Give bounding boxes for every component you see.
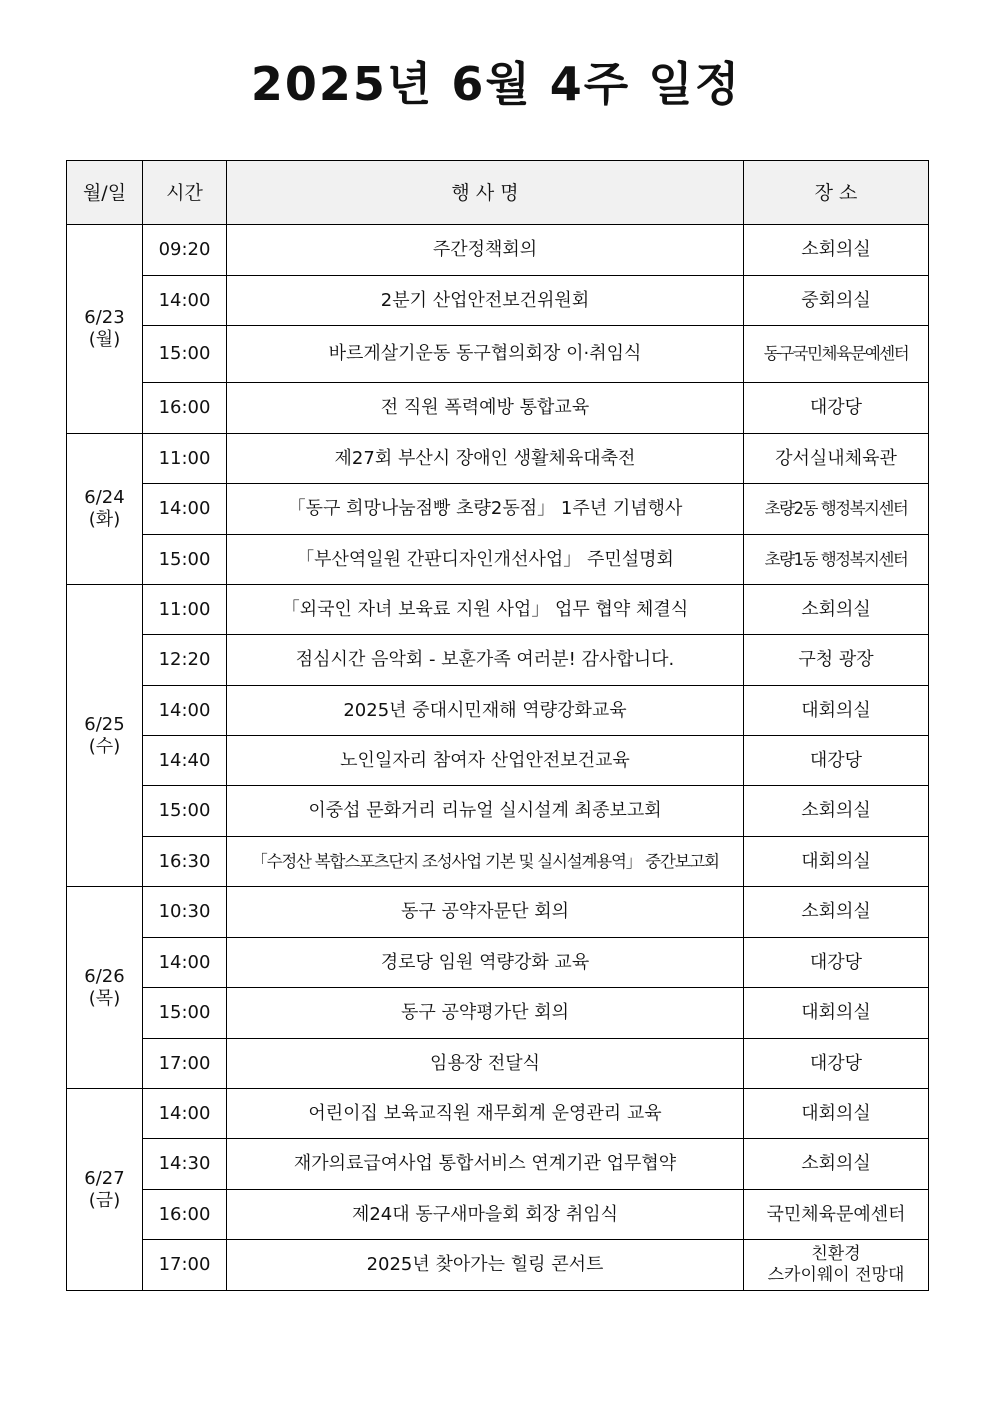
- place-cell: 소회의실: [744, 225, 929, 276]
- page-title: 2025년 6월 4주 일정: [250, 57, 742, 111]
- time-cell: 14:30: [143, 1139, 227, 1190]
- time-cell: 14:00: [143, 484, 227, 535]
- event-cell: 제27회 부산시 장애인 생활체육대축전: [227, 434, 744, 484]
- place-cell: 강서실내체육관: [744, 434, 929, 484]
- place-cell: 초량2동 행정복지센터: [744, 484, 929, 535]
- event-cell: 주간정책회의: [227, 225, 744, 276]
- table-row: [67, 786, 929, 837]
- event-cell: 바르게살기운동 동구협의회장 이·취임식: [227, 326, 744, 383]
- time-cell: 15:00: [143, 988, 227, 1039]
- table-row: [67, 686, 929, 736]
- date-cell: 6/24 (화): [67, 434, 143, 585]
- table-row: [67, 635, 929, 686]
- place-cell: 대회의실: [744, 837, 929, 887]
- event-cell: 어린이집 보육교직원 재무회계 운영관리 교육: [227, 1089, 744, 1139]
- time-cell: 15:00: [143, 786, 227, 837]
- time-cell: 14:00: [143, 686, 227, 736]
- date-cell: 6/23 (월): [67, 225, 143, 434]
- table-row: [67, 1039, 929, 1089]
- event-cell: 점심시간 음악회 - 보훈가족 여러분! 감사합니다.: [227, 635, 744, 686]
- time-cell: 14:40: [143, 736, 227, 786]
- time-cell: 09:20: [143, 225, 227, 276]
- place-cell: 대회의실: [744, 686, 929, 736]
- time-cell: 16:00: [143, 1190, 227, 1240]
- table-row: [67, 736, 929, 786]
- time-cell: 15:00: [143, 326, 227, 383]
- table-row: [67, 988, 929, 1039]
- table-row: [67, 535, 929, 585]
- event-cell: 2분기 산업안전보건위원회: [227, 276, 744, 326]
- time-cell: 14:00: [143, 276, 227, 326]
- schedule-table: [66, 160, 929, 1291]
- event-cell: 2025년 중대시민재해 역량강화교육: [227, 686, 744, 736]
- place-cell: 소회의실: [744, 786, 929, 837]
- event-cell: 2025년 찾아가는 힐링 콘서트: [227, 1240, 744, 1291]
- event-cell: 동구 공약평가단 회의: [227, 988, 744, 1039]
- time-cell: 11:00: [143, 585, 227, 635]
- table-row: [67, 1139, 929, 1190]
- place-cell: 대회의실: [744, 1089, 929, 1139]
- time-cell: 15:00: [143, 535, 227, 585]
- event-cell: 동구 공약자문단 회의: [227, 887, 744, 938]
- place-line-1: 친환경: [811, 1244, 861, 1264]
- table-row: [67, 484, 929, 535]
- event-cell: 이중섭 문화거리 리뉴얼 실시설계 최종보고회: [227, 786, 744, 837]
- event-cell: 재가의료급여사업 통합서비스 연계기관 업무협약: [227, 1139, 744, 1190]
- event-cell: 「동구 희망나눔점빵 초량2동점」 1주년 기념행사: [227, 484, 744, 535]
- table-row: [67, 1089, 929, 1139]
- place-cell: 소회의실: [744, 887, 929, 938]
- time-cell: 11:00: [143, 434, 227, 484]
- event-cell: 노인일자리 참여자 산업안전보건교육: [227, 736, 744, 786]
- place-cell: 대강당: [744, 1039, 929, 1089]
- table-row: [67, 938, 929, 988]
- table-row: [67, 585, 929, 635]
- table-row: [67, 1190, 929, 1240]
- header-event: 행 사 명: [227, 161, 744, 225]
- event-cell: 「수정산 복합스포츠단지 조성사업 기본 및 실시설계용역」 중간보고회: [227, 837, 744, 887]
- table-row: [67, 837, 929, 887]
- header-time: 시간: [143, 161, 227, 225]
- place-cell: 국민체육문예센터: [744, 1190, 929, 1240]
- event-cell: 「부산역일원 간판디자인개선사업」 주민설명회: [227, 535, 744, 585]
- header-place: 장 소: [744, 161, 929, 225]
- table-row: [67, 383, 929, 434]
- time-cell: 10:30: [143, 887, 227, 938]
- table-row: [67, 276, 929, 326]
- time-cell: 14:00: [143, 938, 227, 988]
- time-cell: 16:30: [143, 837, 227, 887]
- time-cell: 17:00: [143, 1240, 227, 1291]
- time-cell: 14:00: [143, 1089, 227, 1139]
- header-row: [67, 161, 929, 225]
- place-cell: 대강당: [744, 383, 929, 434]
- date-cell: 6/27 (금): [67, 1089, 143, 1291]
- date-cell: 6/26 (목): [67, 887, 143, 1089]
- event-cell: 전 직원 폭력예방 통합교육: [227, 383, 744, 434]
- date-cell: 6/25 (수): [67, 585, 143, 887]
- place-cell: 대강당: [744, 938, 929, 988]
- table-row: [67, 1240, 929, 1291]
- table-row: [67, 887, 929, 938]
- place-cell: 구청 광장: [744, 635, 929, 686]
- place-cell: [744, 1240, 929, 1291]
- time-cell: 16:00: [143, 383, 227, 434]
- time-cell: 12:20: [143, 635, 227, 686]
- table-row: [67, 225, 929, 276]
- header-date: 월/일: [67, 161, 143, 225]
- event-cell: 「외국인 자녀 보육료 지원 사업」 업무 협약 체결식: [227, 585, 744, 635]
- place-cell: 대강당: [744, 736, 929, 786]
- place-cell: 소회의실: [744, 1139, 929, 1190]
- event-cell: 경로당 임원 역량강화 교육: [227, 938, 744, 988]
- place-cell: 동구국민체육문예센터: [744, 326, 929, 383]
- place-cell: 소회의실: [744, 585, 929, 635]
- time-cell: 17:00: [143, 1039, 227, 1089]
- place-cell: 초량1동 행정복지센터: [744, 535, 929, 585]
- table-row: [67, 326, 929, 383]
- event-cell: 임용장 전달식: [227, 1039, 744, 1089]
- place-line-2: 스카이웨이 전망대: [767, 1265, 905, 1285]
- place-cell: 중회의실: [744, 276, 929, 326]
- place-cell: 대회의실: [744, 988, 929, 1039]
- table-row: [67, 434, 929, 484]
- event-cell: 제24대 동구새마을회 회장 취임식: [227, 1190, 744, 1240]
